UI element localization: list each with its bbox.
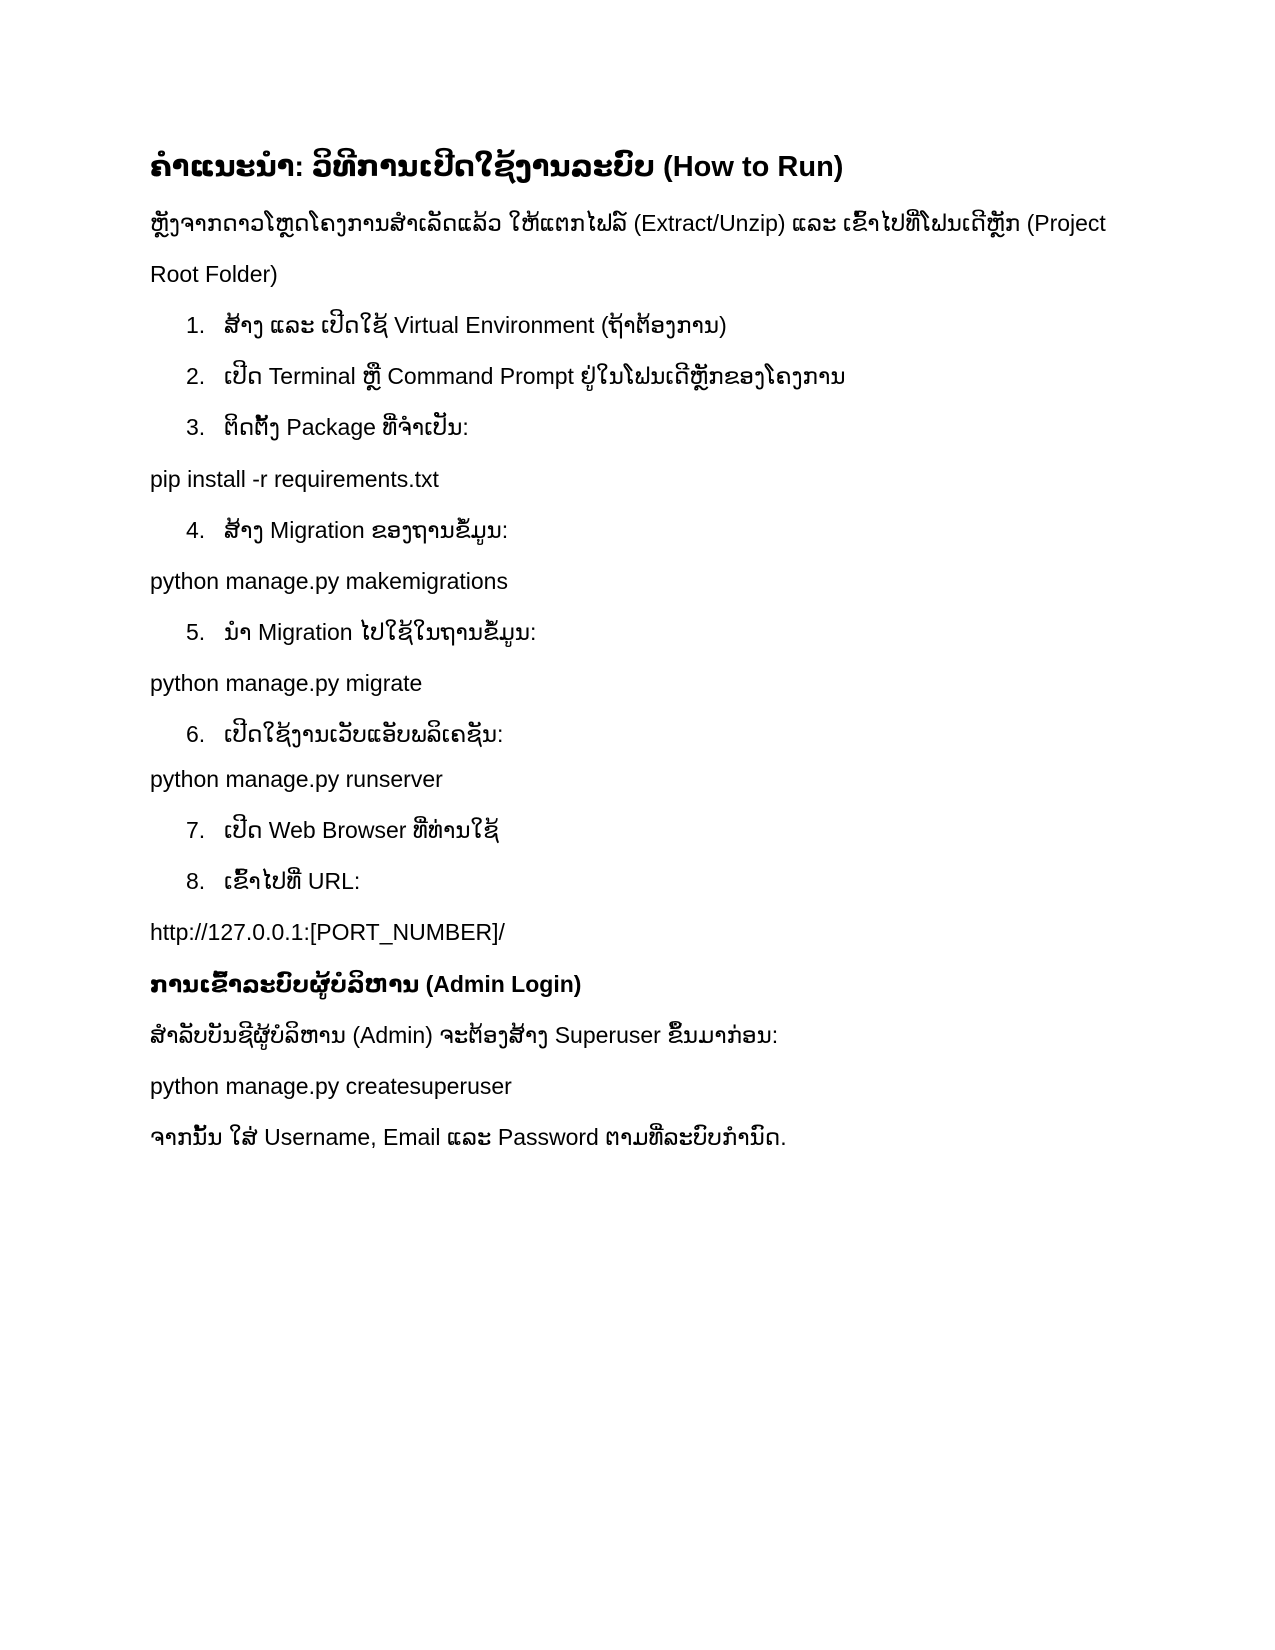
admin-outro-text: ຈາກນັ້ນ ໃສ່ Username, Email ແລະ Password ຕາມທີ່ລະບົບກໍານົດ. xyxy=(150,1124,787,1150)
list-item-step-3 xyxy=(186,412,469,442)
list-item-number: 5. xyxy=(186,619,206,645)
list-item-text: ນໍາ Migration ໄປໃຊ້ໃນຖານຂໍ້ມູນ: xyxy=(224,619,537,645)
command-migrate: python manage.py migrate xyxy=(150,670,423,696)
list-item-step-1 xyxy=(186,310,727,340)
list-item-step-7 xyxy=(186,815,499,845)
command-pip-install: pip install -r requirements.txt xyxy=(150,466,439,492)
command-runserver: python manage.py runserver xyxy=(150,766,443,792)
list-item-number: 1. xyxy=(186,312,206,338)
admin-intro-text: ສໍາລັບບັນຊີຜູ້ບໍລິຫານ (Admin) ຈະຕ້ອງສ້າງ Superuser ຂຶ້ນມາກ່ອນ: xyxy=(150,1022,779,1048)
command-makemigrations: python manage.py makemigrations xyxy=(150,568,508,594)
list-item-step-2 xyxy=(186,361,846,391)
list-item-number: 2. xyxy=(186,363,206,389)
list-item-text: ເຂົ້າໄປທີ່ URL: xyxy=(224,868,361,894)
intro-text-line-2: Root Folder) xyxy=(150,261,278,287)
list-item-step-5 xyxy=(186,617,536,647)
list-item-number: 8. xyxy=(186,868,206,894)
list-item-number: 6. xyxy=(186,721,206,747)
list-item-number: 3. xyxy=(186,414,206,440)
local-server-url: http://127.0.0.1:[PORT_NUMBER]/ xyxy=(150,919,505,945)
intro-text-line-1: ຫຼັງຈາກດາວໂຫຼດໂຄງການສໍາເລັດແລ້ວ ໃຫ້ແຕກໄຟລ໌ (Extract/Unzip) ແລະ ເຂົ້າໄປທີ່ໂຟນເດີຫຼັກ (Project xyxy=(150,210,1106,236)
list-item-text: ສ້າງ Migration ຂອງຖານຂໍ້ມູນ: xyxy=(224,517,509,543)
list-item-text: ສ້າງ ແລະ ເປີດໃຊ້ Virtual Environment (ຖ້າຕ້ອງການ) xyxy=(224,312,727,338)
list-item-number: 7. xyxy=(186,817,206,843)
list-item-text: ເປີດ Web Browser ທີ່ທ່ານໃຊ້ xyxy=(224,817,499,843)
list-item-text: ເປີດໃຊ້ງານເວັບແອັບພລິເຄຊັນ: xyxy=(224,721,504,747)
list-item-step-8 xyxy=(186,866,360,896)
list-item-text: ຕິດຕັ້ງ Package ທີ່ຈໍາເປັນ: xyxy=(224,414,469,440)
list-item-step-6 xyxy=(186,719,503,749)
command-createsuperuser: python manage.py createsuperuser xyxy=(150,1073,512,1099)
list-item-number: 4. xyxy=(186,517,206,543)
admin-section-heading: ການເຂົ້າລະບົບຜູ້ບໍລິຫານ (Admin Login) xyxy=(150,971,582,997)
page-title: ຄໍາແນະນໍາ: ວິທີການເປີດໃຊ້ງານລະບົບ (How to Run) xyxy=(150,151,844,183)
list-item-text: ເປີດ Terminal ຫຼື Command Prompt ຢູ່ໃນໂຟນເດີຫຼັກຂອງໂຄງການ xyxy=(224,363,846,389)
list-item-step-4 xyxy=(186,515,508,545)
